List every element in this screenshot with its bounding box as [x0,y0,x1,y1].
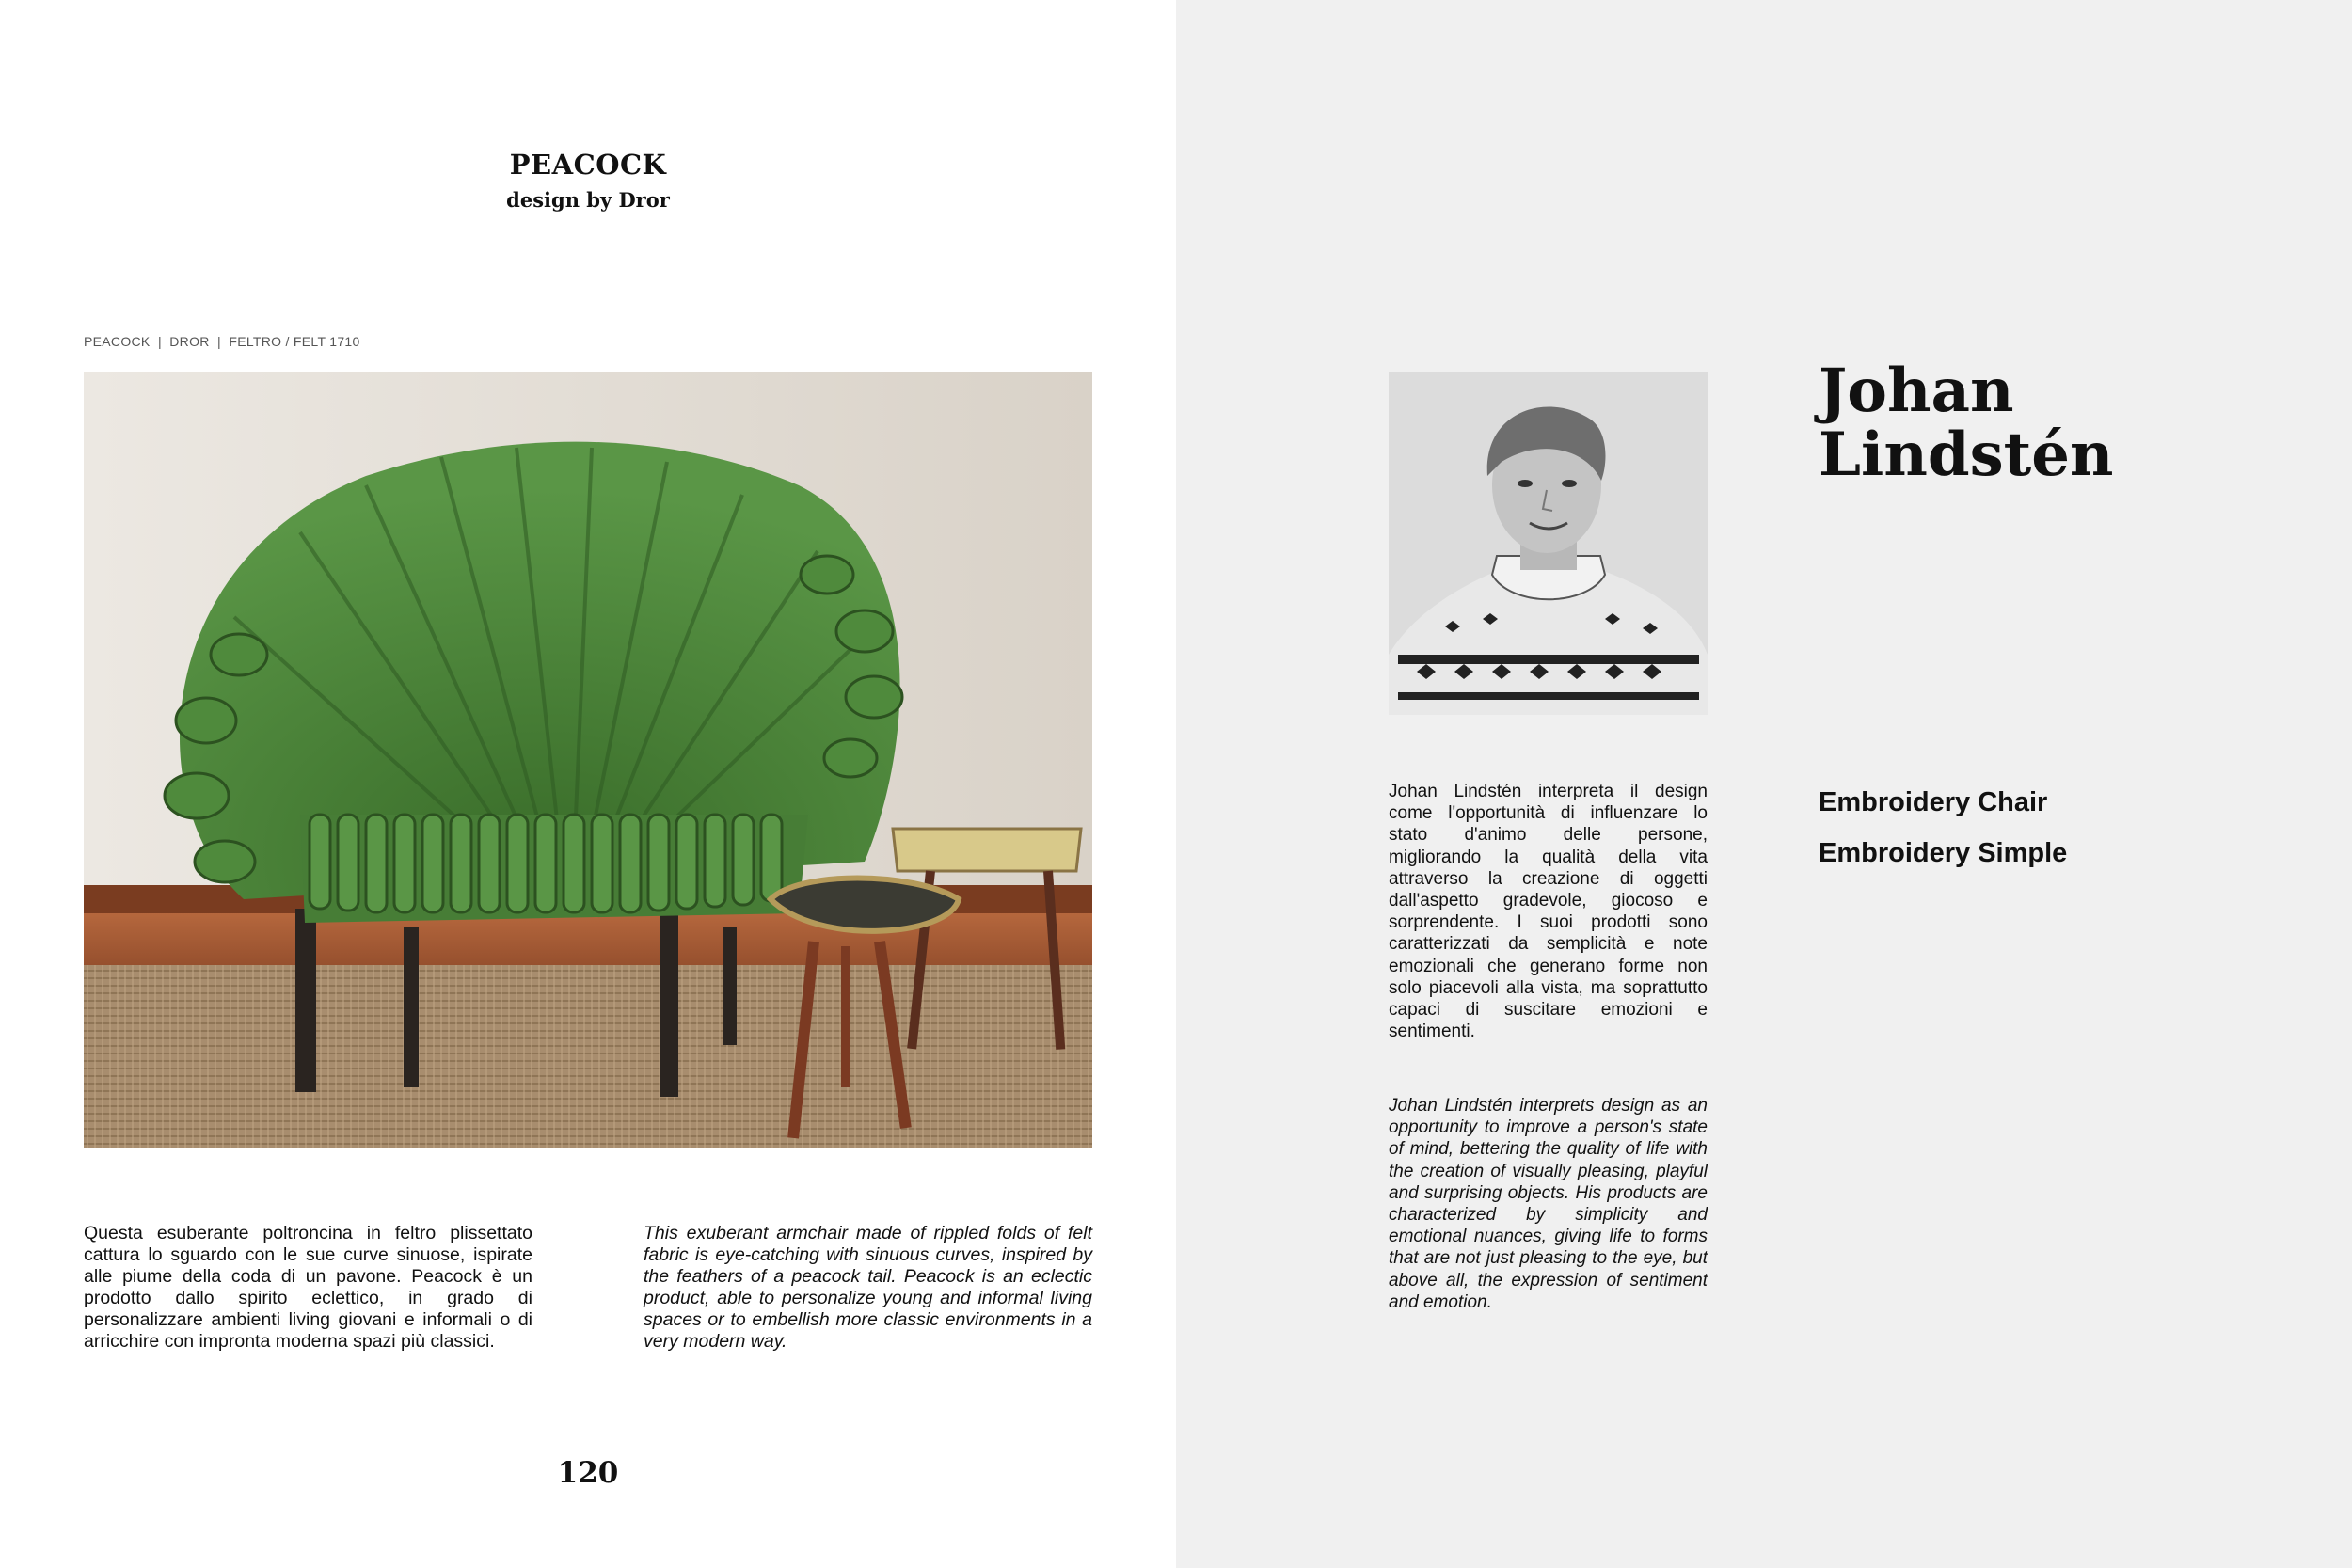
designer-last-name: Lindstén [1819,420,2114,490]
product-item-embroidery-chair: Embroidery Chair [1819,787,2048,817]
designer-bio-english: Johan Lindstén interprets design as an opportunity to improve a person's state of mind, bettering the quality of life with the creation of visually pleasing, playful and surprising objects. His products are characterized by simplicity and emotional nuances, giving life to forms that are not just pleasing to the eye, but above all, the expression of sentiment and emotion. [1389,1096,1708,1312]
description-english: This exuberant armchair made of rippled folds of felt fabric is eye-catching with sinuous curves, inspired by the feathers of a peacock tail. Peacock is an eclectic product, able to personalize young and informal living spaces or to embellish more classic environments in a very modern way. [644,1223,1092,1352]
peacock-chair-photo [84,372,1092,1148]
product-item-embroidery-simple: Embroidery Simple [1819,838,2068,868]
product-subtitle: design by Dror [506,188,670,212]
page-number: 120 [557,1456,619,1490]
designer-products-list [1819,777,2067,879]
product-title: PEACOCK [509,149,667,181]
designer-first-name: Johan [1819,356,2014,426]
designer-portrait [1389,372,1708,715]
right-page [1176,0,2352,1568]
designer-name [1819,356,2114,490]
description-italian: Questa esuberante poltroncina in feltro plissettato cattura lo sguardo con le sue curve sinuose, ispirate alle piume della coda di un pavone. Peacock è un prodotto dallo spirito eclettico, in grado di personalizzare ambienti living giovani e informali o di arricchire con impronta moderna spazi più classici. [84,1223,532,1352]
photo-caption: PEACOCK | DROR | FELTRO / FELT 1710 [84,334,360,349]
designer-bio-italian: Johan Lindstén interpreta il design come l'opportunità di influenzare lo stato d'animo delle persone, migliorando la qualità della vita attraverso la creazione di oggetti dall'aspetto gradevole, giocoso e sorprendente. I suoi prodotti sono caratterizzati da semplicità e note emozionali che generano forme non solo piacevoli alla vista, ma soprattutto capaci di suscitare emozioni e sentimenti. [1389,782,1708,1042]
